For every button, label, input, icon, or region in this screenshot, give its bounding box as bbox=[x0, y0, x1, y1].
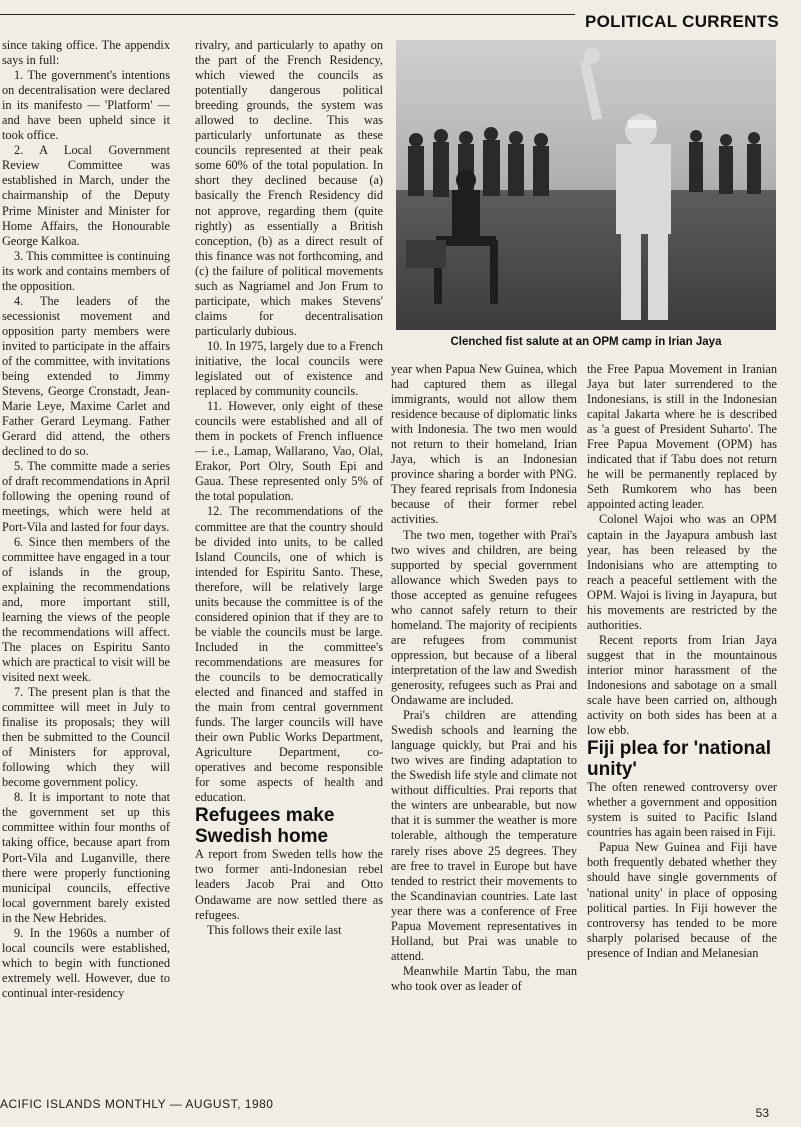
paragraph: 8. It is important to note that the government set up this committee within four months of taking office, because apart from Port-Vila and Luganville, there there were properly functioning municipal councils, effective local government barely existed in the New Hebrides. bbox=[2, 790, 170, 925]
paragraph: This follows their exile last bbox=[207, 922, 342, 937]
paragraph: 11. However, only eight of these councils were established and all of them in pockets of French influence — i.e., Lamap, Wallarano, Vao, Olal, Erakor, Port Olry, South Epi and Gaua. These represented only 5% of the total population. bbox=[195, 399, 383, 504]
paragraph: Papua New Guinea and Fiji have both frequently debated whether they should have single governments of 'national unity' in place of opposing political parties. In Fiji however the controversy has tended to be more sharply polarised because of the presence of Indian and Melanesian bbox=[587, 840, 777, 960]
paragraph: Recent reports from Irian Jaya suggest that in the mountainous interior minor harassment of the Indonesions and sabotage on a small scale have been carried on, although activity on both sides has been at a low ebb. bbox=[587, 632, 777, 738]
photo-opm-camp bbox=[396, 40, 776, 330]
paragraph: 2. A Local Government Review Committee was established in March, under the chairmanship of the Deputy Prime Minister and Minister for Home Affairs, the Honourable George Kalkoa. bbox=[2, 143, 170, 248]
paragraph: 12. The recommendations of the committee are that the country should be divided into units, to be called Island Councils, one of which is intended for Espiritu Santo. These, therefore, will be relatively large units because the committee is of the considered opinion that if they are to be viable the councils must be large. Included in the committee's recommendations are measures for the councils to be democratically elected and financed and staffed in the main from central government funds. The larger councils will have their own Public Works Department, Agriculture Department, co-operatives and become responsible for some aspects of health and education. bbox=[195, 504, 383, 805]
paragraph: 4. The leaders of the secessionist movement and opposition party members were invited to participate in the affairs of the committee, with invitations being extended to Jimmy Stevens, George Cronstadt, Jean-Marie Leye, Maxime Carlet and Father Gerard Leymang. Father Gerard did attend, the others declined to do so. bbox=[2, 293, 170, 459]
paragraph: Prai's children are attending Swedish schools and learning the language quickly, but Prai and his two wives are finding adaptation to the Swedish life style and climate not without difficulties. Prai reports that the winters are unbearable, but now that it is summer the weather is more tolerable, although the temperature rarely rises above 25 degrees. They are free to travel in Europe but have tended to restrict their movements to the Scandinavian countries. Late last year there was a conference of Free Papua Movement representatives in Holland, but Prai was unable to attend. bbox=[391, 708, 577, 963]
paragraph: A report from Sweden tells how the two former anti-Indonesian rebel leaders Jacob Prai and Otto Ondawame are now settled there as refugees. bbox=[195, 847, 383, 922]
header-rule bbox=[0, 14, 575, 15]
column-2 bbox=[195, 38, 383, 1090]
paragraph: 1. The government's intentions on decentralisation were declared in its manifesto — 'Platform' — and have been upheld since it took office. bbox=[2, 68, 170, 143]
paragraph: 3. This committee is continuing its work and contains members of the opposition. bbox=[2, 248, 170, 293]
paragraph: 9. In the 1960s a number of local councils were established, which to begin with functioned extremely well. However, due to continual inter-residency bbox=[2, 925, 170, 1000]
photo-caption: Clenched fist salute at an OPM camp in Irian Jaya bbox=[450, 336, 722, 348]
paragraph: year when Papua New Guinea, which had captured them as illegal immigrants, would not allow them residence because of diplomatic links with Indonesia. The two men would not return to their homeland, Irian Jaya, which is an Indonesian province sharing a border with PNG. They feared reprisals from Indonesia because of their former rebel activities. bbox=[391, 362, 577, 527]
paragraph: Colonel Wajoi who was an OPM captain in the Jayapura ambush last year, has been released by the Indonisians who are attempting to reach a peaceful settlement with the OPM. Wajoi is living in Jayapura, but his movements are restricted by the authorities. bbox=[587, 512, 777, 632]
paragraph: Meanwhile Martin Tabu, the man who took over as leader of bbox=[391, 963, 577, 993]
paragraph: 6. Since then members of the committee have engaged in a tour of islands in the group, explaining the recommendations and, more important still, learning the views of the people the recommendations will affect. The places on Espiritu Santo which are practical to visit will be visited next week. bbox=[2, 534, 170, 684]
column-1 bbox=[2, 38, 170, 1090]
paragraph: rivalry, and particularly to apathy on the part of the French Residency, which viewed the councils as potentially dangerous political breeding grounds, the system was allowed to decline. This was particularly unfortunate as these councils represented at their peak some 60% of the total population. In short they declined because (a) basically the French Residency did not approve, regarding them (quite rightly) as essentially a British conception, (b) as a direct result of this finance was not forthcoming, and (c) the failure of political movements such as Nagriamel and Jon Frum to participate, which makes Stevens' claims for decentralisation particularly dubious. bbox=[195, 38, 383, 338]
column-3 bbox=[391, 362, 577, 1092]
section-title: POLITICAL CURRENTS bbox=[585, 12, 779, 31]
page-number: 53 bbox=[755, 1106, 769, 1120]
headline-fiji: Fiji plea for 'national unity' bbox=[587, 738, 771, 781]
paragraph: since taking office. The appendix says in full: bbox=[2, 38, 170, 68]
paragraph: the Free Papua Movement in Iranian Jaya but later surrendered to the Indonesians, is still in the Indonesian capital Jakarta where he is described as 'a guest of President Suharto'. The Free Papua Movement (OPM) has indicated that if Tabu does not return he will be permanently replaced by Seth Rumkorem who has been appointed acting leader. bbox=[587, 362, 777, 512]
column-4 bbox=[587, 362, 777, 1092]
headline-refugees: Refugees make Swedish home bbox=[195, 805, 335, 848]
paragraph: 7. The present plan is that the committee will meet in July to finalise its proposals; they will then be submitted to the Council of Ministers for approval, following which they will become government policy. bbox=[2, 685, 170, 790]
paragraph: The often renewed controversy over whether a government and opposition system is suited to Pacific Island countries has again been raised in Fiji. bbox=[587, 780, 777, 840]
paragraph: 5. The committe made a series of draft recommendations in April following the opening round of meetings, which were held at Port-Vila and lasted for four days. bbox=[2, 459, 170, 534]
footer-publication: ACIFIC ISLANDS MONTHLY — AUGUST, 1980 bbox=[0, 1097, 274, 1111]
paragraph: The two men, together with Prai's two wives and children, are being supported by special government allowance which Sweden pays to those accepted as genuine refugees who cannot safely return to their homeland. The majority of recipients are refugees from communist oppression, but because of a liberal interpretation of the law and Swedish generosity, refugees such as Prai and Ondawame are included. bbox=[391, 527, 577, 708]
paragraph: 10. In 1975, largely due to a French initiative, the local councils were legislated out of existence and replaced by community councils. bbox=[195, 338, 383, 399]
